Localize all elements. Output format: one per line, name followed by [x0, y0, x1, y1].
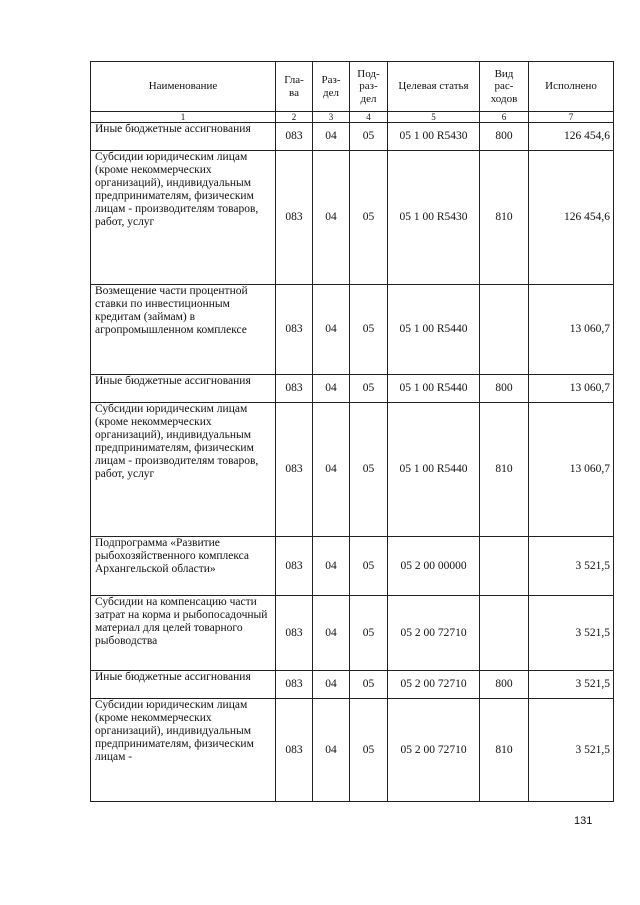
- row-name: Иные бюджетные ассигнования: [91, 375, 276, 403]
- header-row: [91, 62, 614, 112]
- row-name: Возмещение части процентной ставки по инвестиционным кредитам (займам) в агропромышленном комплексе: [91, 285, 276, 375]
- column-number-row: [91, 112, 614, 123]
- row-name: Субсидии юридическим лицам (кроме некоммерческих организаций), индивидуальным предпринимателям, физическим лицам - производителям товаров, работ, услуг: [91, 403, 276, 537]
- row-chapter: 083: [276, 671, 313, 699]
- row-name: Субсидии юридическим лицам (кроме некоммерческих организаций), индивидуальным предпринимателям, физическим лицам - производителям товаров, работ, услуг: [91, 151, 276, 285]
- row-subsection: 05: [350, 151, 388, 285]
- row-section: 04: [313, 123, 350, 151]
- row-name: Подпрограмма «Развитие рыбохозяйственного комплекса Архангельской области»: [91, 537, 276, 596]
- budget-execution-table: [90, 61, 614, 802]
- column-number: 3: [313, 112, 350, 123]
- row-expense-kind: 800: [480, 671, 529, 699]
- row-target-article: 05 2 00 72710: [388, 671, 480, 699]
- row-section: 04: [313, 375, 350, 403]
- row-expense-kind: [480, 285, 529, 375]
- row-chapter: 083: [276, 537, 313, 596]
- row-chapter: 083: [276, 375, 313, 403]
- row-subsection: 05: [350, 537, 388, 596]
- row-expense-kind: 800: [480, 123, 529, 151]
- column-number: 2: [276, 112, 313, 123]
- row-name: Субсидии юридическим лицам (кроме некоммерческих организаций), индивидуальным предпринимателям, физическим лицам -: [91, 699, 276, 802]
- header-name: Наименование: [91, 62, 276, 112]
- row-executed: 3 521,5: [529, 596, 614, 671]
- table-row: [91, 537, 614, 596]
- table-row: [91, 285, 614, 375]
- row-executed: 3 521,5: [529, 537, 614, 596]
- column-number: 6: [480, 112, 529, 123]
- row-expense-kind: 810: [480, 151, 529, 285]
- row-target-article: 05 1 00 R5430: [388, 123, 480, 151]
- row-executed: 126 454,6: [529, 151, 614, 285]
- row-target-article: 05 2 00 00000: [388, 537, 480, 596]
- row-section: 04: [313, 671, 350, 699]
- row-expense-kind: [480, 596, 529, 671]
- row-chapter: 083: [276, 403, 313, 537]
- row-section: 04: [313, 151, 350, 285]
- row-executed: 3 521,5: [529, 671, 614, 699]
- header-subsection: Под- раз- дел: [350, 62, 388, 112]
- table-row: [91, 123, 614, 151]
- header-target-article: Целевая статья: [388, 62, 480, 112]
- row-expense-kind: 810: [480, 403, 529, 537]
- row-expense-kind: 810: [480, 699, 529, 802]
- table-row: [91, 699, 614, 802]
- row-target-article: 05 1 00 R5440: [388, 375, 480, 403]
- table-row: [91, 375, 614, 403]
- header-executed: Исполнено: [529, 62, 614, 112]
- row-expense-kind: 800: [480, 375, 529, 403]
- row-subsection: 05: [350, 123, 388, 151]
- row-executed: 3 521,5: [529, 699, 614, 802]
- row-subsection: 05: [350, 596, 388, 671]
- table-row: [91, 151, 614, 285]
- column-number: 7: [529, 112, 614, 123]
- row-chapter: 083: [276, 596, 313, 671]
- row-target-article: 05 2 00 72710: [388, 699, 480, 802]
- row-executed: 13 060,7: [529, 403, 614, 537]
- row-target-article: 05 2 00 72710: [388, 596, 480, 671]
- row-section: 04: [313, 596, 350, 671]
- row-chapter: 083: [276, 123, 313, 151]
- row-target-article: 05 1 00 R5440: [388, 403, 480, 537]
- row-executed: 13 060,7: [529, 285, 614, 375]
- header-expense-kind: Вид рас- ходов: [480, 62, 529, 112]
- row-target-article: 05 1 00 R5440: [388, 285, 480, 375]
- row-executed: 126 454,6: [529, 123, 614, 151]
- row-subsection: 05: [350, 285, 388, 375]
- row-executed: 13 060,7: [529, 375, 614, 403]
- row-subsection: 05: [350, 403, 388, 537]
- row-section: 04: [313, 403, 350, 537]
- row-chapter: 083: [276, 151, 313, 285]
- table-row: [91, 403, 614, 537]
- row-name: Субсидии на компенсацию части затрат на корма и рыбопосадочный материал для целей товарного рыбоводства: [91, 596, 276, 671]
- row-subsection: 05: [350, 671, 388, 699]
- row-chapter: 083: [276, 699, 313, 802]
- header-chapter: Гла- ва: [276, 62, 313, 112]
- table-row: [91, 671, 614, 699]
- row-subsection: 05: [350, 699, 388, 802]
- table-row: [91, 596, 614, 671]
- row-target-article: 05 1 00 R5430: [388, 151, 480, 285]
- row-section: 04: [313, 699, 350, 802]
- header-section: Раз- дел: [313, 62, 350, 112]
- column-number: 1: [91, 112, 276, 123]
- row-name: Иные бюджетные ассигнования: [91, 671, 276, 699]
- row-subsection: 05: [350, 375, 388, 403]
- row-expense-kind: [480, 537, 529, 596]
- column-number: 5: [388, 112, 480, 123]
- page-number: 131: [574, 815, 593, 827]
- row-name: Иные бюджетные ассигнования: [91, 123, 276, 151]
- row-section: 04: [313, 285, 350, 375]
- column-number: 4: [350, 112, 388, 123]
- row-section: 04: [313, 537, 350, 596]
- row-chapter: 083: [276, 285, 313, 375]
